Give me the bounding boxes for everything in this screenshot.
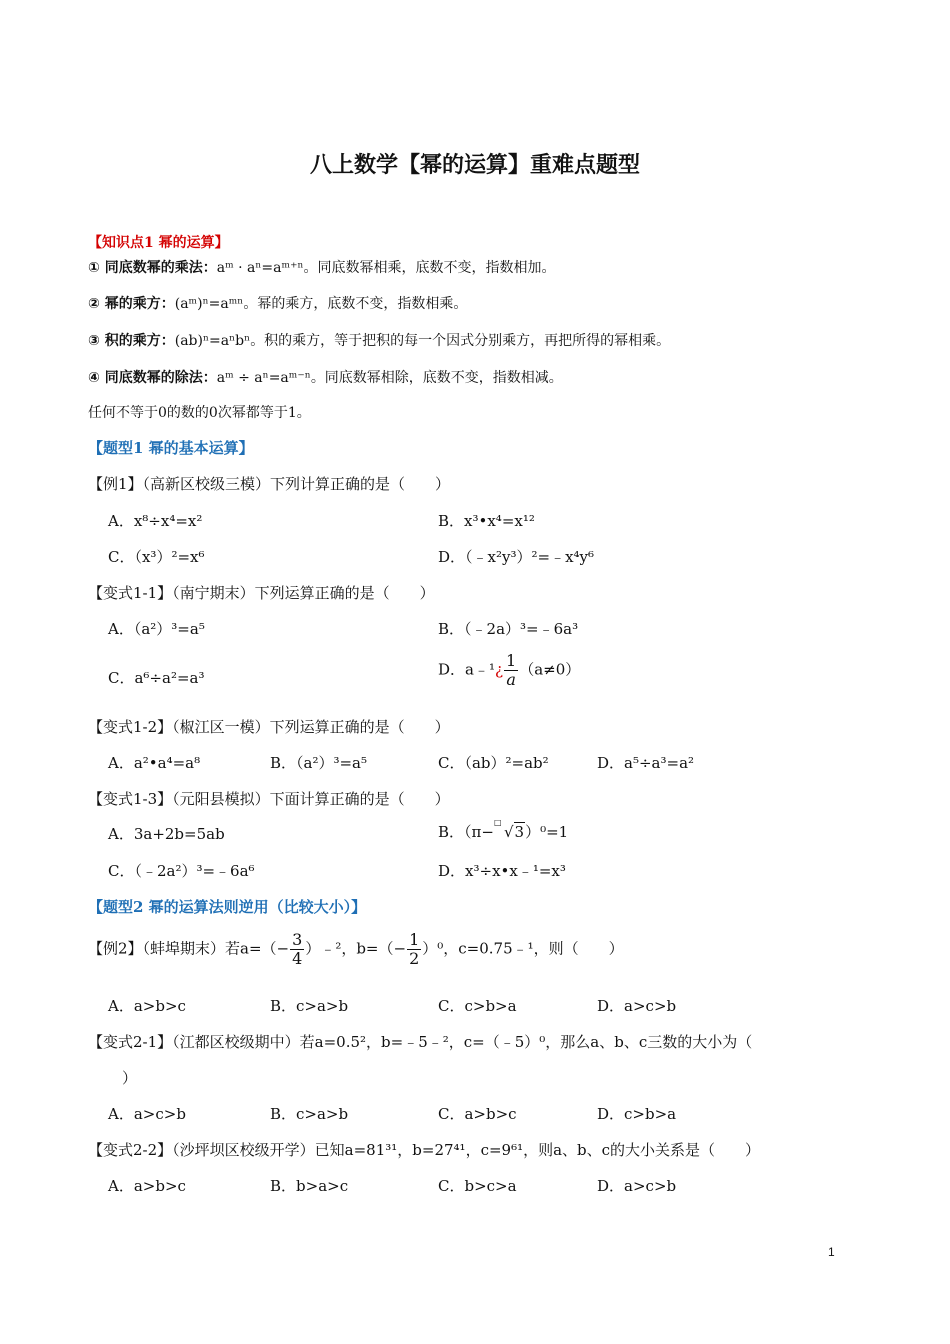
v12-option-b[interactable]: B．（a²）³=a⁵: [270, 754, 368, 772]
v22-option-d[interactable]: D．a>c>b: [597, 1177, 677, 1195]
v22-option-b[interactable]: B．b>a>c: [270, 1177, 349, 1195]
ex2-option-b[interactable]: B．c>a>b: [270, 997, 349, 1015]
ex2-option-c[interactable]: C．c>b>a: [438, 997, 517, 1015]
v21-option-d[interactable]: D．c>b>a: [597, 1105, 677, 1123]
page-title: 八上数学【幂的运算】重难点题型: [309, 153, 640, 178]
rule-1-formula: aᵐ · aⁿ=aᵐ⁺ⁿ: [216, 260, 304, 276]
v13-option-a[interactable]: A．3a+2b=5ab: [108, 825, 225, 843]
v11-option-a[interactable]: A．（a²）³=a⁵: [108, 620, 205, 638]
v12-stem: 【变式1-2】（椒江区一模）下列运算正确的是（ ）: [88, 718, 450, 736]
type2-header: 【题型2 幂的运算法则逆用（比较大小）】: [88, 898, 367, 916]
v13-option-c[interactable]: C．（﹣2a²）³=﹣6a⁶: [108, 862, 255, 880]
v11-d-mark: ¿: [494, 660, 504, 679]
v11-option-d[interactable]: [438, 652, 580, 689]
ex2-fraction-2-den: 2: [409, 949, 420, 968]
rule-4: [88, 367, 563, 387]
rule-3: [88, 330, 670, 350]
v21-option-b[interactable]: B．c>a>b: [270, 1105, 349, 1123]
rule-2-label: ② 幂的乘方：: [88, 296, 175, 312]
v11-d-fraction: [504, 652, 518, 689]
ex2-fraction-1: [290, 931, 304, 968]
v11-d-prefix: D．a﹣¹: [438, 660, 495, 679]
v13-stem: 【变式1-3】（元阳县模拟）下面计算正确的是（ ）: [88, 790, 450, 808]
ex2-fraction-1-num: 3: [292, 930, 303, 949]
rule-3-text: 。积的乘方，等于把积的每一个因式分别乘方，再把所得的幂相乘。: [250, 333, 671, 349]
v13-option-d[interactable]: D．x³÷x•x﹣¹=x³: [438, 862, 566, 880]
rule-4-text: 。同底数幂相除，底数不变，指数相减。: [310, 370, 563, 386]
ex2-stem-part3: ）⁰，c=0.75﹣¹，则（ ）: [422, 939, 624, 958]
v13-b-root-index: □: [493, 818, 502, 827]
rule-2-text: 。幂的乘方，底数不变，指数相乘。: [243, 296, 468, 312]
ex2-option-a[interactable]: A．a>b>c: [108, 997, 186, 1015]
ex2-fraction-2-num: 1: [409, 930, 420, 949]
rule-3-formula: (ab)ⁿ=aⁿbⁿ: [174, 333, 251, 349]
v22-option-a[interactable]: A．a>b>c: [108, 1177, 186, 1195]
ex1-option-a[interactable]: A．x⁸÷x⁴=x²: [108, 512, 203, 530]
ex1-option-d[interactable]: D．（﹣x²y³）²=﹣x⁴y⁶: [438, 548, 595, 566]
v12-option-a[interactable]: A．a²•a⁴=a⁸: [108, 754, 201, 772]
v11-d-denominator: a: [506, 670, 516, 689]
v11-option-b[interactable]: B．（﹣2a）³=﹣6a³: [438, 620, 579, 638]
rule-2: [88, 293, 467, 313]
v11-option-c[interactable]: C．a⁶÷a²=a³: [108, 669, 205, 687]
rule-2-formula: (aᵐ)ⁿ=aᵐⁿ: [174, 296, 244, 312]
v13-b-prefix: B．（π: [438, 823, 482, 841]
ex2-fraction-1-den: 4: [292, 949, 303, 968]
ex2-stem-part1: 【例2】（蚌埠期末）若a=（−: [88, 939, 290, 958]
v21-option-c[interactable]: C．a>b>c: [438, 1105, 517, 1123]
v21-stem: 【变式2-1】（江都区校级期中）若a=0.5²，b=﹣5﹣²，c=（﹣5）⁰，那么a、b、c三数的大小为（: [88, 1033, 753, 1051]
v11-stem: 【变式1-1】（南宁期末）下列运算正确的是（ ）: [88, 584, 435, 602]
v21-option-a[interactable]: A．a>c>b: [108, 1105, 186, 1123]
v21-stem-end: ）: [122, 1069, 138, 1087]
v11-d-suffix: （a≠0）: [519, 660, 581, 679]
v13-b-radicand: 3: [514, 823, 525, 841]
zero-power-note: 任何不等于0的数的0次幂都等于1。: [88, 405, 311, 421]
v11-d-numerator: 1: [506, 651, 517, 670]
ex1-option-b[interactable]: B．x³•x⁴=x¹²: [438, 512, 535, 530]
ex1-option-c[interactable]: C．（x³）²=x⁶: [108, 548, 205, 566]
v13-b-root: □ √3: [493, 818, 525, 841]
rule-1-label: ① 同底数幂的乘法：: [88, 260, 217, 276]
v13-b-minus: −: [481, 823, 494, 841]
rule-1-text: 。同底数幂相乘，底数不变，指数相加。: [303, 260, 556, 276]
knowledge-header: 【知识点1 幂的运算】: [88, 235, 229, 251]
v13-option-b[interactable]: [438, 818, 569, 842]
page-number: 1: [828, 1245, 835, 1259]
ex2-stem: [88, 931, 624, 968]
ex2-fraction-2: [407, 931, 421, 968]
v12-option-c[interactable]: C．（ab）²=ab²: [438, 754, 549, 772]
ex1-stem: 【例1】（高新区校级三模）下列计算正确的是（ ）: [88, 475, 451, 493]
ex2-stem-part2: ）﹣²，b=（−: [305, 939, 407, 958]
v22-option-c[interactable]: C．b>c>a: [438, 1177, 517, 1195]
v13-b-suffix: ）⁰=1: [525, 823, 569, 841]
ex2-option-d[interactable]: D．a>c>b: [597, 997, 677, 1015]
rule-1: [88, 257, 556, 277]
rule-4-formula: aᵐ ÷ aⁿ=aᵐ⁻ⁿ: [216, 370, 311, 386]
type1-header: 【题型1 幂的基本运算】: [88, 439, 254, 457]
rule-4-label: ④ 同底数幂的除法：: [88, 370, 217, 386]
v22-stem: 【变式2-2】（沙坪坝区校级开学）已知a=81³¹，b=27⁴¹，c=9⁶¹，则a、b、c的大小关系是（ ）: [88, 1141, 761, 1159]
v12-option-d[interactable]: D．a⁵÷a³=a²: [597, 754, 695, 772]
rule-3-label: ③ 积的乘方：: [88, 333, 175, 349]
